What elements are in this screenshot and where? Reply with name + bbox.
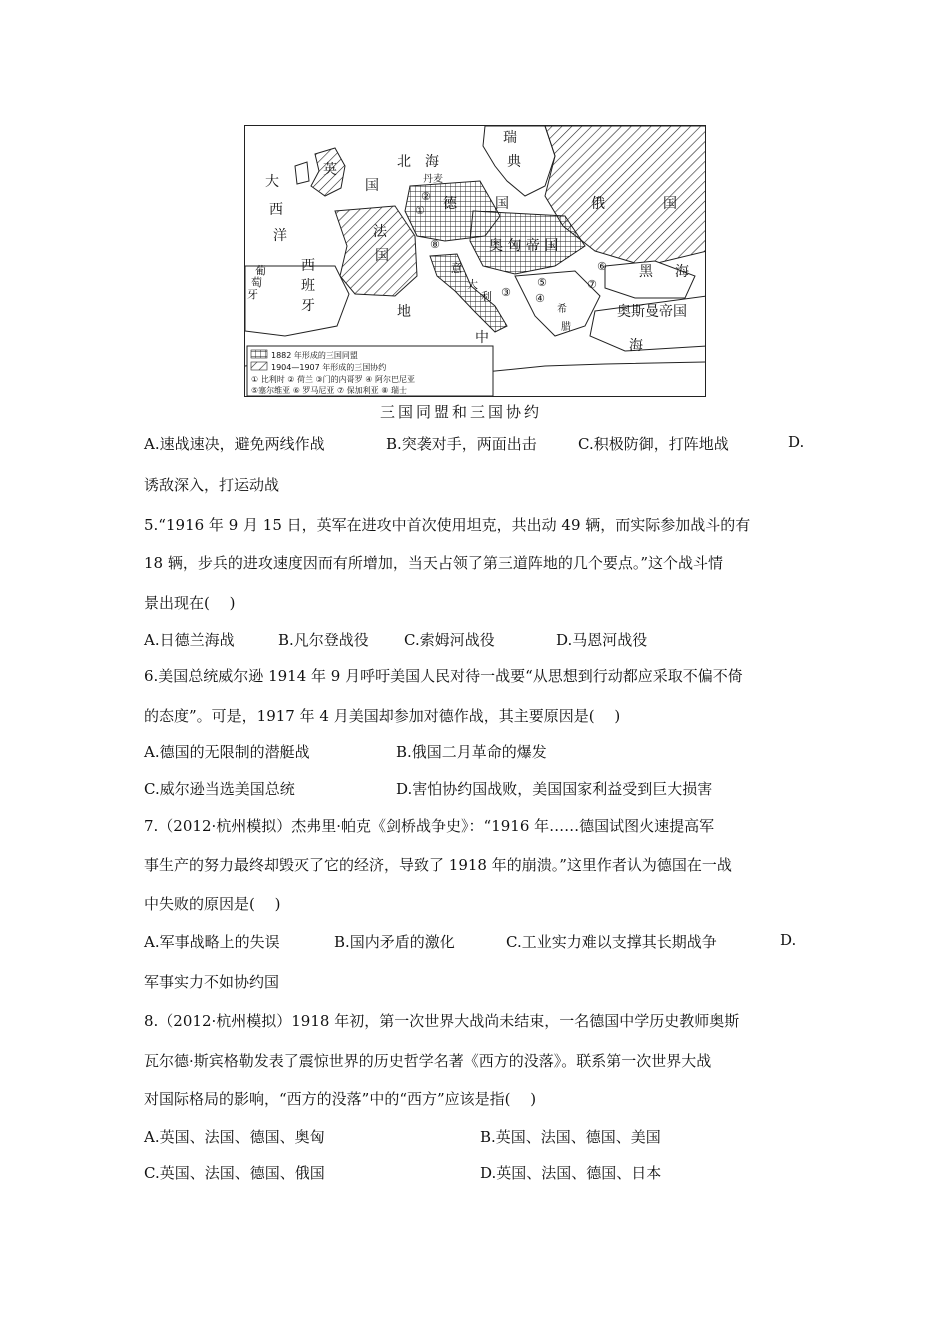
label-atlantic-1: 大: [265, 174, 279, 190]
label-sweden-1: 瑞: [503, 130, 517, 146]
label-blacksea-2: 海: [675, 264, 689, 280]
label-mediterranean-2: 中: [475, 330, 489, 346]
q6-option-b: B.俄国二月革命的爆发: [396, 743, 547, 761]
label-portugal-1: 葡: [255, 264, 266, 277]
label-northsea-1: 北: [397, 154, 411, 170]
label-ottoman-empire: 奥斯曼帝国: [617, 304, 687, 320]
marker-1: ①: [415, 204, 425, 217]
q4-option-c: C.积极防御，打阵地战: [578, 435, 729, 453]
map-legend: [247, 346, 493, 396]
q8-option-a: A.英国、法国、德国、奥匈: [144, 1128, 325, 1146]
label-france-1: 法: [373, 224, 387, 240]
q8-line-2: 瓦尔德·斯宾格勒发表了震惊世界的历史哲学名著《西方的没落》。联系第一次世界大战: [144, 1052, 712, 1070]
q5-option-d: D.马恩河战役: [556, 631, 648, 649]
label-france-2: 国: [375, 248, 389, 264]
marker-3: ③: [501, 286, 511, 299]
q5-option-b: B.凡尔登战役: [278, 631, 369, 649]
q6-option-d: D.害怕协约国战败，美国国家利益受到巨大损害: [396, 780, 713, 798]
q8-option-d: D.英国、法国、德国、日本: [480, 1164, 662, 1182]
q6-line-2: 的态度”。可是，1917 年 4 月美国却参加对德作战，其主要原因是( ): [144, 707, 621, 725]
marker-8: ⑧: [430, 238, 440, 251]
q6-option-c: C.威尔逊当选美国总统: [144, 780, 295, 798]
q7-option-a: A.军事战略上的失误: [144, 933, 280, 951]
label-uk-2: 国: [365, 178, 379, 194]
q4-option-a: A.速战速决，避免两线作战: [144, 435, 325, 453]
label-russia-1: 俄: [591, 196, 605, 212]
label-portugal-2: 萄: [251, 276, 262, 289]
marker-2: ②: [421, 190, 431, 203]
label-portugal-3: 牙: [247, 288, 258, 301]
label-sea: 海: [629, 338, 643, 354]
label-atlantic-2: 西: [269, 202, 283, 218]
q8-option-c: C.英国、法国、德国、俄国: [144, 1164, 325, 1182]
legend-numbers-2: ⑤塞尔维亚 ⑥ 罗马尼亚 ⑦ 保加利亚 ⑧ 瑞士: [251, 386, 407, 395]
label-spain-1: 西: [301, 258, 315, 274]
label-sweden-2: 典: [507, 154, 521, 170]
label-italy-2: 大: [467, 278, 478, 291]
q7-option-d-text: 军事实力不如协约国: [144, 973, 280, 991]
label-italy-1: 意: [451, 262, 462, 275]
legend-triple-entente: 1904—1907 年形成的三国协约: [271, 363, 387, 372]
triple-alliance-entente-map: [244, 125, 706, 397]
legend-numbers-1: ① 比利时 ② 荷兰 ③门的内哥罗 ④ 阿尔巴尼亚: [251, 375, 415, 384]
label-greece-2: 腊: [561, 322, 571, 333]
legend-triple-alliance: 1882 年形成的三国同盟: [271, 351, 358, 360]
q5-option-a: A.日德兰海战: [144, 631, 235, 649]
label-mediterranean-1: 地: [397, 304, 411, 320]
q4-option-d-text: 诱敌深入，打运动战: [144, 476, 280, 494]
q4-option-b: B.突袭对手，两面出击: [386, 435, 537, 453]
label-blacksea-1: 黑: [639, 264, 653, 280]
label-atlantic-3: 洋: [273, 228, 287, 244]
q4-option-d-label: D.: [788, 433, 805, 451]
marker-6: ⑥: [597, 260, 607, 273]
q5-line-2: 18 辆，步兵的进攻速度因而有所增加，当天占领了第三道阵地的几个要点。”这个战斗情: [144, 554, 724, 572]
marker-5: ⑤: [537, 276, 547, 289]
map-caption: 三国同盟和三国协约: [380, 403, 543, 421]
q5-line-3: 景出现在( ): [144, 594, 236, 612]
q5-option-c: C.索姆河战役: [404, 631, 495, 649]
label-northsea-2: 海: [425, 154, 439, 170]
q8-line-3: 对国际格局的影响，“西方的没落”中的“西方”应该是指( ): [144, 1090, 537, 1108]
q7-option-b: B.国内矛盾的激化: [334, 933, 455, 951]
marker-7: ⑦: [587, 278, 597, 291]
q7-line-1: 7.（2012·杭州模拟）杰弗里·帕克《剑桥战争史》：“1916 年……德国试图火速提高军: [144, 817, 715, 835]
label-germany-1: 德: [443, 196, 457, 212]
q7-line-2: 事生产的努力最终却毁灭了它的经济，导致了 1918 年的崩溃。”这里作者认为德国在一战: [144, 856, 732, 874]
q7-line-3: 中失败的原因是( ): [144, 895, 281, 913]
q5-line-1: 5.“1916 年 9 月 15 日，英军在进攻中首次使用坦克，共出动 49 辆，而实际参加战斗的有: [144, 516, 751, 534]
label-spain-3: 牙: [301, 298, 315, 314]
q8-option-b: B.英国、法国、德国、美国: [480, 1128, 661, 1146]
ireland-land: [295, 162, 309, 184]
marker-4: ④: [535, 292, 545, 305]
q7-option-c: C.工业实力难以支撑其长期战争: [506, 933, 717, 951]
q7-option-d-label: D.: [780, 931, 797, 949]
label-spain-2: 班: [301, 278, 315, 294]
q6-line-1: 6.美国总统威尔逊 1914 年 9 月呼吁美国人民对待一战要“从思想到行动都应采取不偏不倚: [144, 667, 743, 685]
q6-option-a: A.德国的无限制的潜艇战: [144, 743, 310, 761]
label-russia-2: 国: [663, 196, 677, 212]
q8-line-1: 8.（2012·杭州模拟）1918 年初，第一次世界大战尚未结束，一名德国中学历史教师奥斯: [144, 1012, 740, 1030]
label-austria-hungary: 奥 匈 帝 国: [489, 238, 559, 254]
label-greece-1: 希: [557, 304, 567, 315]
label-denmark: 丹麦: [423, 174, 443, 185]
label-italy-3: 利: [481, 290, 492, 303]
map-svg: [245, 126, 706, 397]
label-uk-1: 英: [323, 162, 337, 178]
label-germany-2: 国: [495, 196, 509, 212]
